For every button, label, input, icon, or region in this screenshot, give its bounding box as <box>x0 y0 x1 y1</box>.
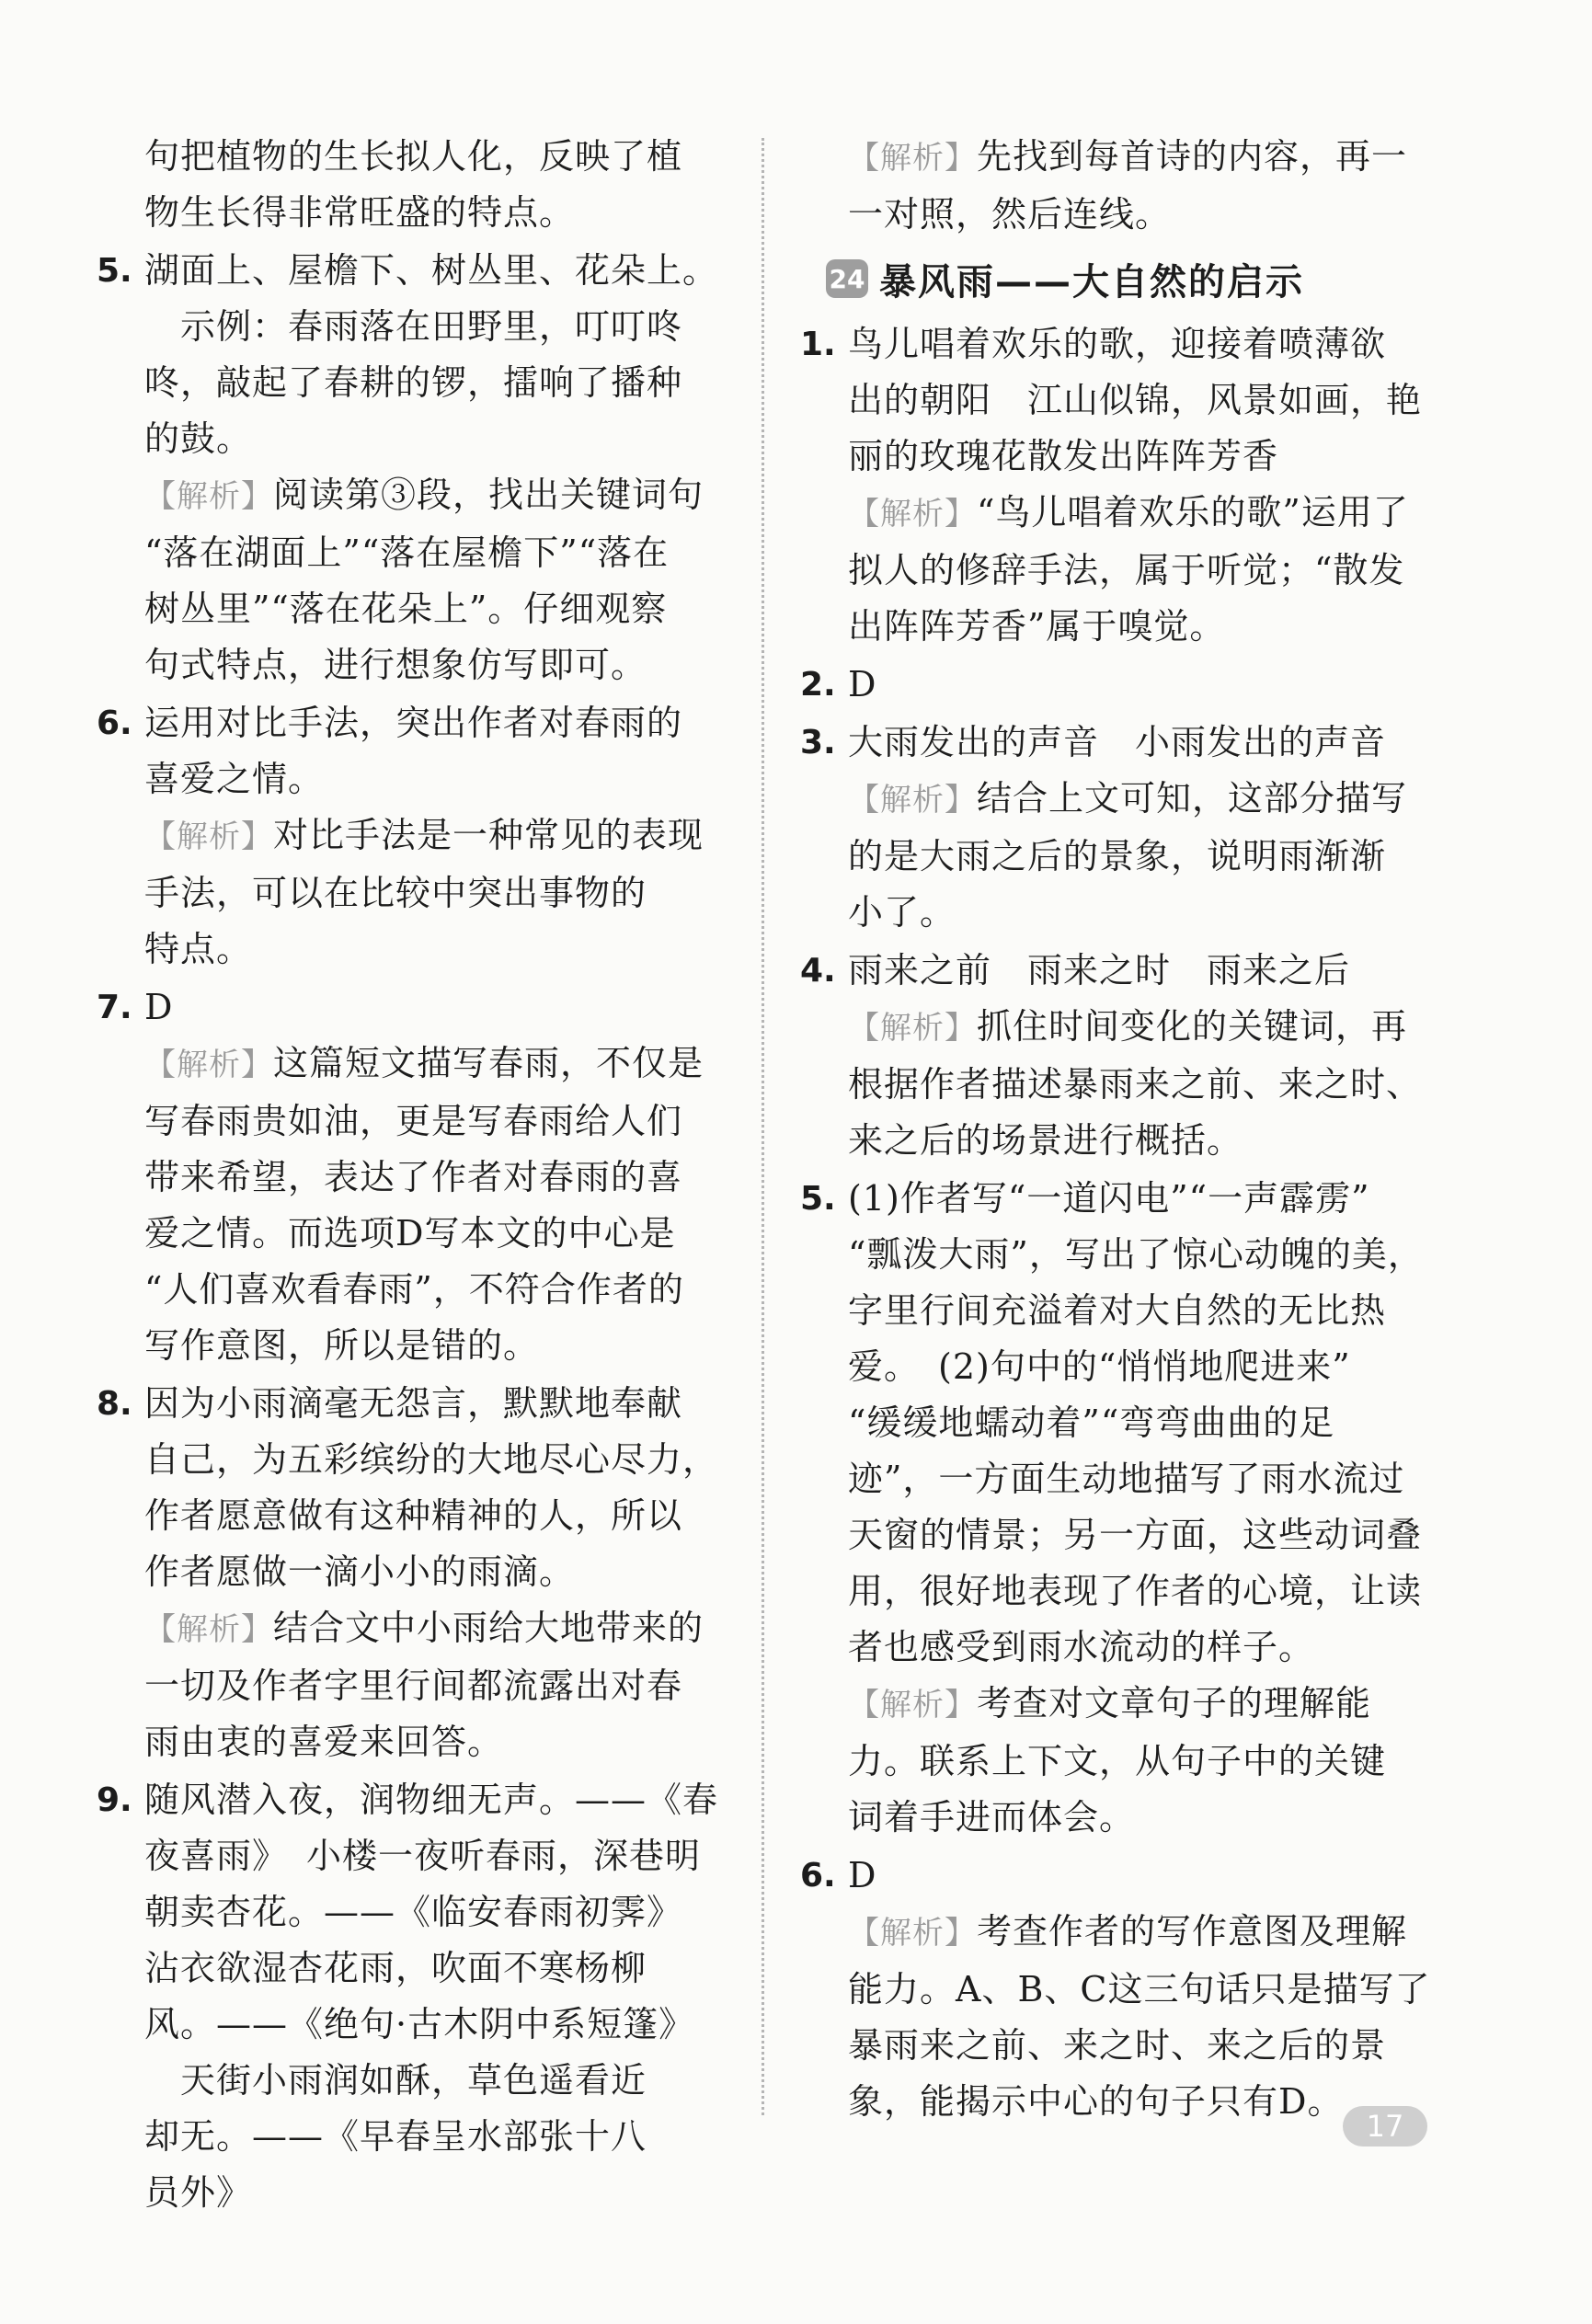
text-line: 鸟儿唱着欢乐的歌，迎接着喷薄欲 <box>848 324 1387 364</box>
text-line: 湖面上、屋檐下、树丛里、花朵上。 <box>144 250 719 291</box>
text-line: 物生长得非常旺盛的特点。 <box>144 192 576 233</box>
item-number: 6. <box>800 1857 836 1895</box>
analysis-tag: 【解析】 <box>848 1687 977 1723</box>
item-number: 7. <box>97 989 132 1026</box>
analysis-tag: 【解析】 <box>848 1915 977 1952</box>
text-line: 夜喜雨》 小楼一夜听春雨，深巷明 <box>144 1836 702 1876</box>
analysis-line <box>848 1904 1444 1962</box>
analysis-line <box>848 999 1444 1057</box>
analysis-line <box>848 1676 1444 1734</box>
analysis-line: 出阵阵芳香”属于嗅觉。 <box>848 606 1226 647</box>
text-line: 作者愿意做有这种精神的人，所以 <box>144 1495 683 1536</box>
text-line: 员外》 <box>144 2172 253 2213</box>
analysis-line: 句式特点，进行想象仿写即可。 <box>144 645 647 685</box>
text-line: 运用对比手法，突出作者对春雨的 <box>144 703 683 743</box>
answer-item-5 <box>97 243 731 693</box>
item-number: 8. <box>97 1385 132 1423</box>
analysis-tag: 【解析】 <box>144 1611 273 1648</box>
analysis-line <box>848 129 1444 187</box>
analysis-line: 象，能揭示中心的句子只有D。 <box>848 2081 1344 2122</box>
answer-item-9 <box>97 1772 731 2221</box>
analysis-line: 小了。 <box>848 892 956 933</box>
text-line: D <box>848 664 877 704</box>
text-line: 出的朝阳 江山似锦，风景如画，艳 <box>848 380 1423 420</box>
analysis-tag: 【解析】 <box>144 819 273 855</box>
page-number: 17 <box>1343 2106 1427 2147</box>
analysis-line <box>848 485 1444 543</box>
analysis-line <box>848 771 1444 829</box>
right-column <box>800 129 1444 2130</box>
answer-item-4 <box>800 943 1444 1169</box>
text-line: 字里行间充溢着对大自然的无比热 <box>848 1290 1387 1331</box>
analysis-line: 力。联系上下文，从句子中的关键 <box>848 1741 1387 1781</box>
answer-item-6 <box>800 1848 1444 2130</box>
text-line: 示例：春雨落在田野里，叮叮咚 <box>144 306 683 347</box>
item-number: 4. <box>800 952 836 990</box>
text-line: 作者愿做一滴小小的雨滴。 <box>144 1551 576 1592</box>
analysis-line: 拟人的修辞手法，属于听觉；“散发 <box>848 550 1405 590</box>
analysis-line: “落在湖面上”“落在屋檐下”“落在 <box>144 532 670 573</box>
analysis-line: 带来希望，表达了作者对春雨的喜 <box>144 1157 683 1197</box>
analysis-text: 抓住时间变化的关键词，再 <box>977 1006 1408 1047</box>
analysis-text: 先找到每首诗的内容，再一 <box>977 136 1408 177</box>
text-line: “缓缓地蠕动着”“弯弯曲曲的足 <box>848 1402 1335 1443</box>
text-line: 的鼓。 <box>144 418 253 459</box>
answer-item-7 <box>97 979 731 1374</box>
analysis-tag: 【解析】 <box>848 782 977 819</box>
text-line: D <box>144 987 174 1027</box>
analysis-line: “人们喜欢看春雨”，不符合作者的 <box>144 1269 684 1310</box>
answer-item-3 <box>800 715 1444 941</box>
item-number: 1. <box>800 326 836 363</box>
item-number: 5. <box>800 1180 836 1218</box>
text-line: 朝卖杏花。——《临安春雨初霁》 <box>144 1892 683 1932</box>
answer-item-1 <box>800 316 1444 655</box>
text-line: 咚，敲起了春耕的锣，擂响了播种 <box>144 362 683 403</box>
text-line: 天窗的情景；另一方面，这些动词叠 <box>848 1515 1423 1555</box>
analysis-line: 根据作者描述暴雨来之前、来之时、 <box>848 1064 1423 1105</box>
text-line: 天街小雨润如酥，草色遥看近 <box>144 2060 647 2101</box>
analysis-line: 来之后的场景进行概括。 <box>848 1120 1243 1161</box>
answer-item-5 <box>800 1171 1444 1846</box>
analysis-line <box>144 807 731 865</box>
analysis-line: 词着手进而体会。 <box>848 1797 1136 1837</box>
section-number-badge: 24 <box>826 259 868 298</box>
analysis-line: 雨由衷的喜爱来回答。 <box>144 1722 504 1762</box>
text-line: 者也感受到雨水流动的样子。 <box>848 1627 1315 1667</box>
item-number: 5. <box>97 252 132 290</box>
analysis-line: 一对照，然后连线。 <box>848 194 1172 235</box>
answer-item-8 <box>97 1376 731 1770</box>
text-line: 迹”，一方面生动地描写了雨水流过 <box>848 1459 1405 1499</box>
analysis-text: 结合文中小雨给大地带来的 <box>273 1608 704 1648</box>
analysis-text: 对比手法是一种常见的表现 <box>273 815 704 855</box>
text-line: 自己，为五彩缤纷的大地尽心尽力， <box>144 1439 719 1480</box>
text-line: 随风潜入夜，润物细无声。——《春 <box>144 1780 719 1820</box>
text-line: D <box>848 1855 877 1895</box>
analysis-tag: 【解析】 <box>848 1010 977 1047</box>
analysis-text: “鸟儿唱着欢乐的歌”运用了 <box>977 492 1409 532</box>
text-line: (1)作者写“一道闪电”“一声霹雳” <box>848 1178 1370 1219</box>
analysis-line: 一切及作者字里行间都流露出对春 <box>144 1666 683 1706</box>
section-heading <box>800 246 1444 311</box>
analysis-text: 考查作者的写作意图及理解 <box>977 1911 1408 1952</box>
analysis-tag: 【解析】 <box>848 496 977 532</box>
analysis-line: 手法，可以在比较中突出事物的 <box>144 873 647 913</box>
analysis-line: 特点。 <box>144 929 253 969</box>
continuation-text <box>97 129 731 241</box>
answer-item-6 <box>97 695 731 978</box>
analysis-line <box>144 467 731 525</box>
analysis-tag: 【解析】 <box>144 478 273 515</box>
analysis-line <box>144 1600 731 1658</box>
text-line: 用，很好地表现了作者的心境，让读 <box>848 1571 1423 1611</box>
analysis-line: 暴雨来之前、来之时、来之后的景 <box>848 2025 1387 2066</box>
analysis-line: 能力。A、B、C这三句话只是描写了 <box>848 1969 1431 2009</box>
analysis-line: 爱之情。而选项D写本文的中心是 <box>144 1213 676 1254</box>
continuation-analysis <box>800 129 1444 243</box>
section-title: 暴风雨——大自然的启示 <box>879 260 1304 303</box>
analysis-text: 这篇短文描写春雨，不仅是 <box>273 1043 704 1083</box>
text-line: 风。——《绝句·古木阴中系短篷》 <box>144 2004 695 2044</box>
analysis-tag: 【解析】 <box>144 1047 273 1083</box>
text-line: 雨来之前 雨来之时 雨来之后 <box>848 950 1351 990</box>
item-number: 9. <box>97 1781 132 1819</box>
analysis-line: 的是大雨之后的景象，说明雨渐渐 <box>848 836 1387 876</box>
analysis-tag: 【解析】 <box>848 140 977 177</box>
text-line: 却无。——《早春呈水部张十八 <box>144 2116 647 2157</box>
item-number: 2. <box>800 666 836 704</box>
analysis-text: 考查对文章句子的理解能 <box>977 1683 1372 1723</box>
analysis-text: 阅读第③段，找出关键词句 <box>273 475 704 515</box>
item-number: 3. <box>800 724 836 761</box>
text-line: 丽的玫瑰花散发出阵阵芳香 <box>848 436 1279 476</box>
text-line: 爱。 (2)句中的“悄悄地爬进来” <box>848 1346 1351 1387</box>
text-line: 沾衣欲湿杏花雨，吹面不寒杨柳 <box>144 1948 647 1988</box>
text-line: 因为小雨滴毫无怨言，默默地奉献 <box>144 1383 683 1424</box>
analysis-line: 树丛里”“落在花朵上”。仔细观察 <box>144 589 668 629</box>
analysis-text: 结合上文可知，这部分描写 <box>977 778 1408 819</box>
text-line: 句把植物的生长拟人化，反映了植 <box>144 136 683 177</box>
text-line: “瓢泼大雨”，写出了惊心动魄的美， <box>848 1234 1424 1275</box>
text-line: 喜爱之情。 <box>144 759 325 799</box>
text-line: 大雨发出的声音 小雨发出的声音 <box>848 722 1387 762</box>
analysis-line <box>144 1036 731 1093</box>
answer-item-2 <box>800 657 1444 713</box>
left-column <box>97 129 731 2221</box>
column-divider <box>762 138 764 2115</box>
analysis-line: 写作意图，所以是错的。 <box>144 1325 540 1366</box>
analysis-line: 写春雨贵如油，更是写春雨给人们 <box>144 1101 683 1141</box>
item-number: 6. <box>97 704 132 742</box>
